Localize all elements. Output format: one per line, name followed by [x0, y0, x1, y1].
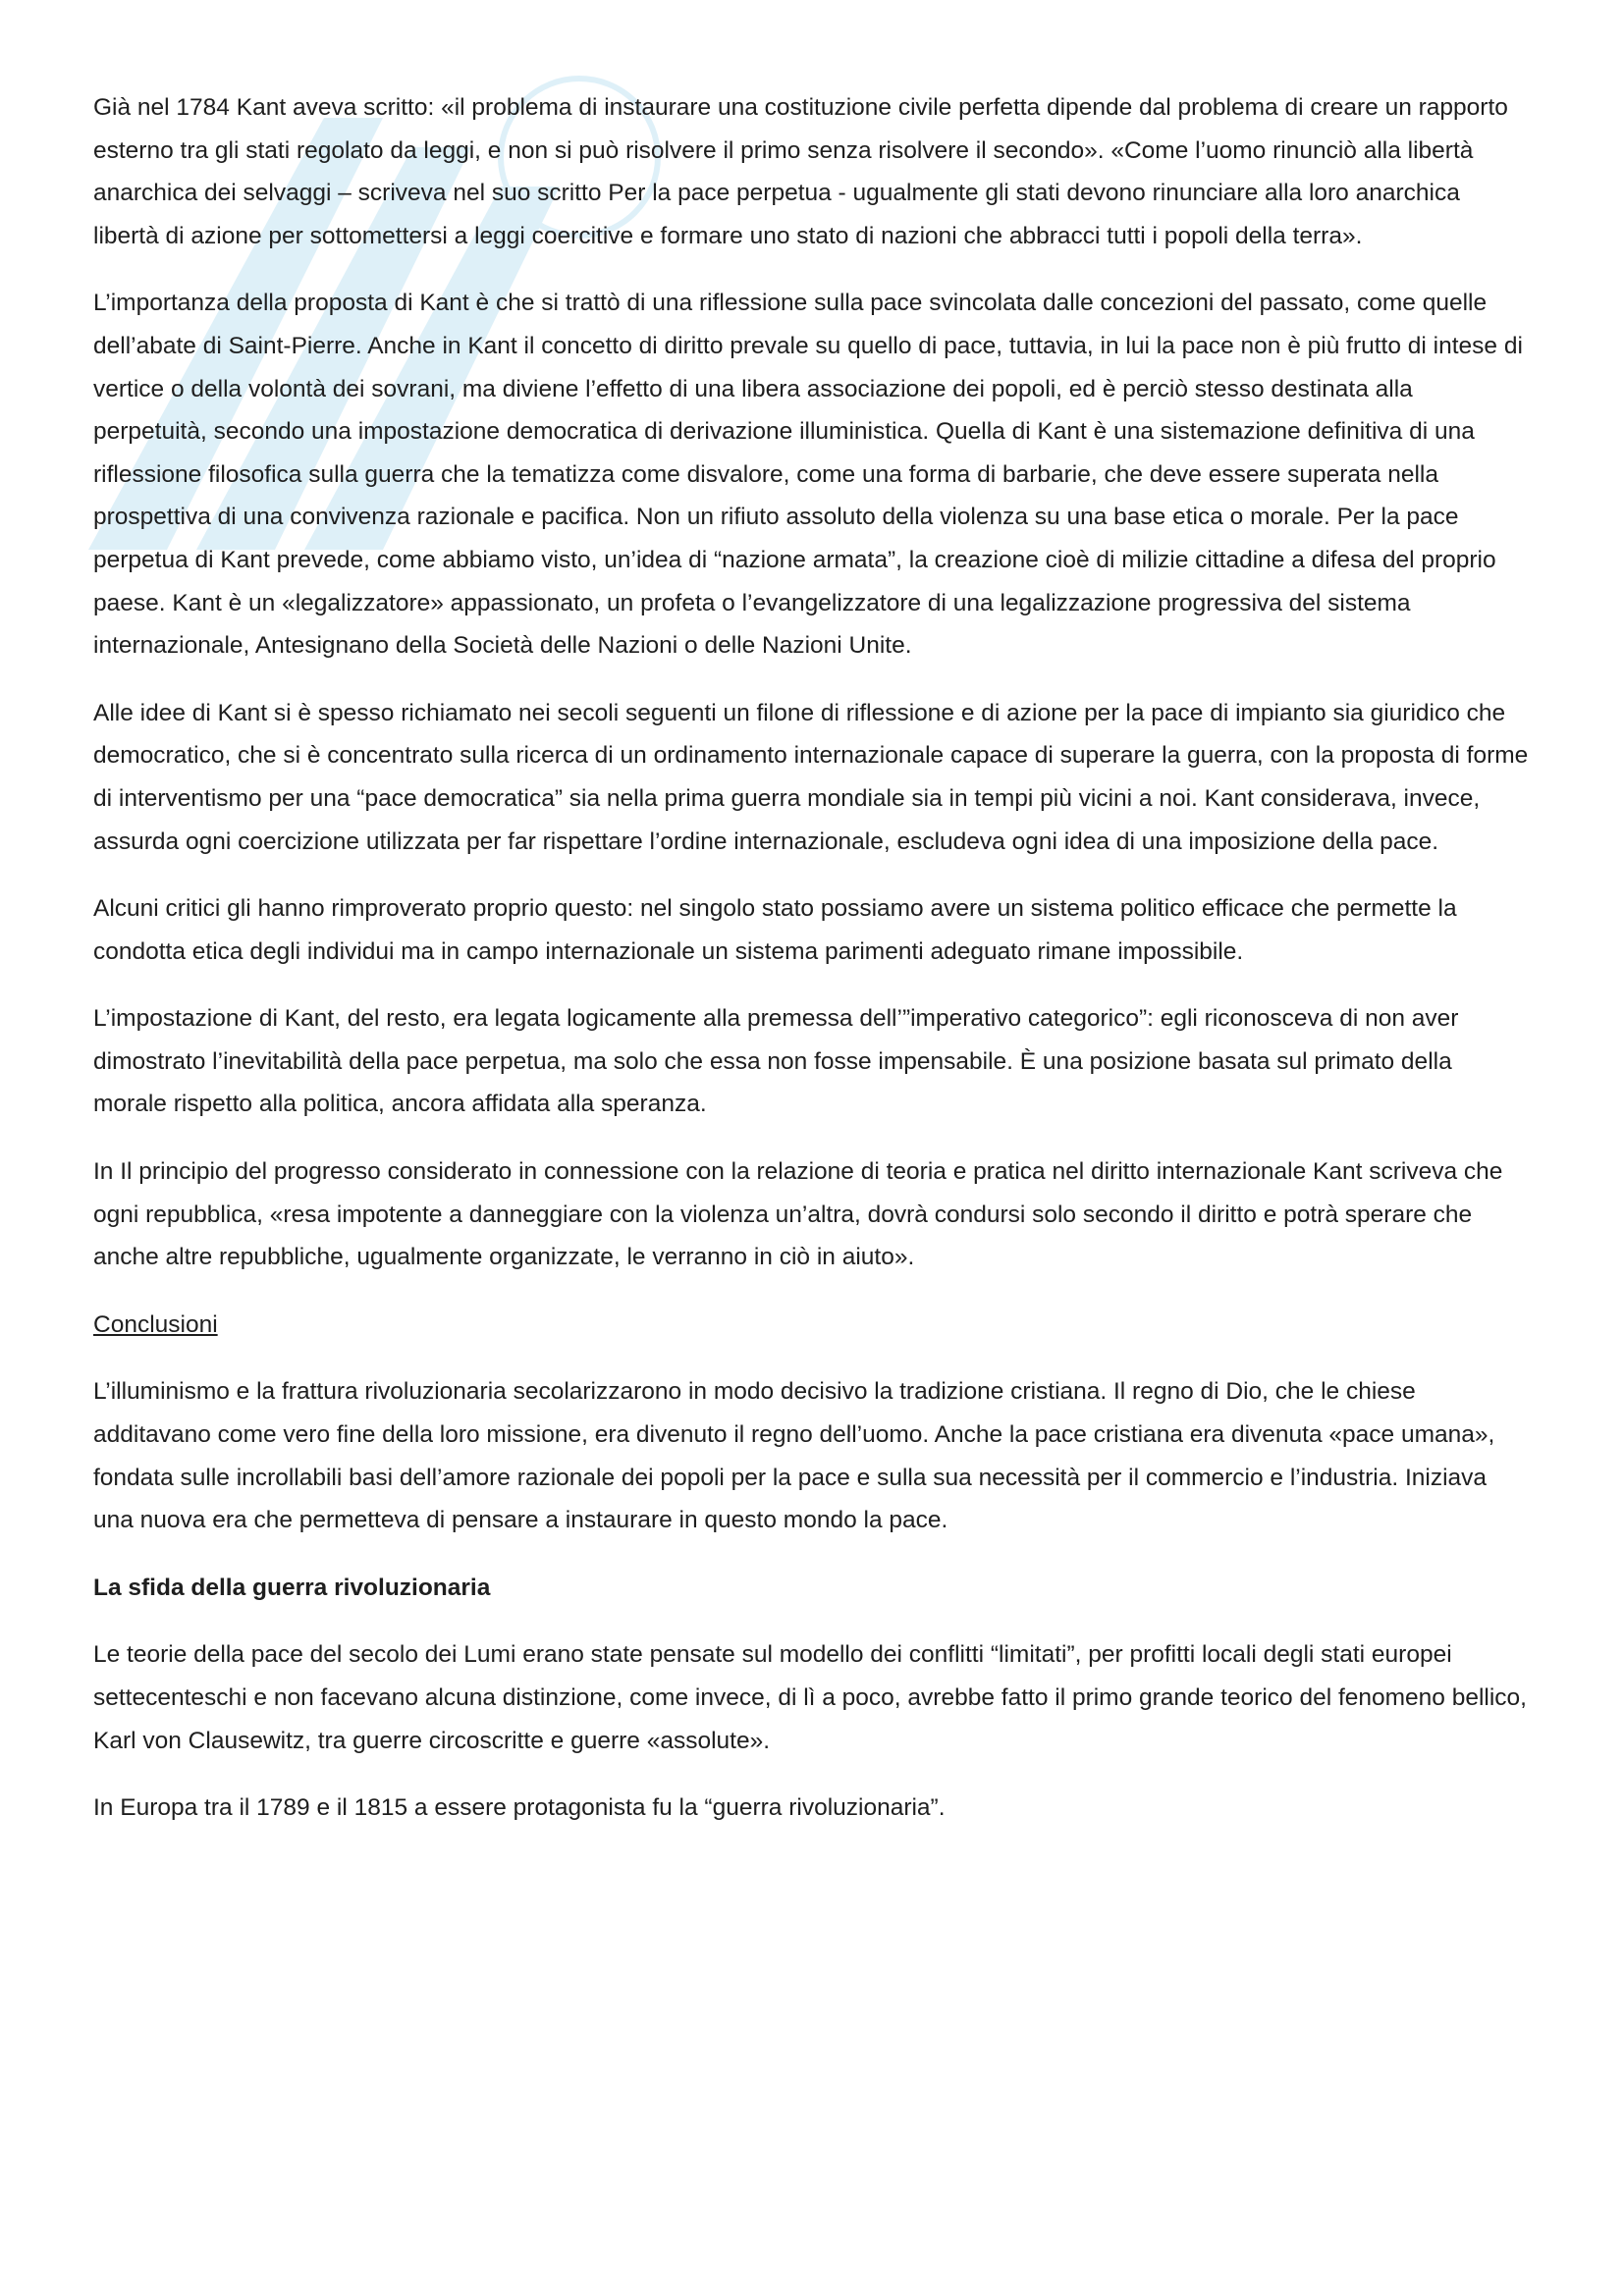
paragraph-critics: Alcuni critici gli hanno rimproverato proprio questo: nel singolo stato possiamo avere un sistema politico efficace che permette la condotta etica degli individui ma in campo internazionale un sistema parimenti adeguato rimane impossibile. — [93, 895, 1457, 965]
paragraph-principle-progress: In Il principio del progresso considerato in connessione con la relazione di teoria e pratica nel diritto internazionale Kant scriveva che ogni repubblica, «resa impotente a danneggiare con la violenza un’altra, dovrà condursi solo secondo il diritto e potrà sperare che anche altre repubbliche, ugualmente organizzate, le verranno in ciò in aiuto». — [93, 1158, 1503, 1271]
document-body — [93, 86, 1532, 1854]
paragraph-kant-legacy: Alle idee di Kant si è spesso richiamato nei secoli seguenti un filone di riflessione e di azione per la pace di impianto sia giuridico che democratico, che si è concentrato sulla ricerca di un ordinamento internazionale capace di superare la guerra, con la proposta di forme di interventismo per una “pace democratica” sia nella prima guerra mondiale sia in tempi più vicini a noi. Kant considerava, invece, assurda ogni coercizione utilizzata per far rispettare l’ordine internazionale, escludeva ogni idea di una imposizione della pace. — [93, 699, 1529, 855]
paragraph-kant-importance: L’importanza della proposta di Kant è che si trattò di una riflessione sulla pace svincolata dalle concezioni del passato, come quelle dell’abate di Saint-Pierre. Anche in Kant il concetto di diritto prevale su quello di pace, tuttavia, in lui la pace non è più frutto di intese di vertice o della volontà dei sovrani, ma diviene l’effetto di una libera associazione dei popoli, ed è perciò stesso destinata alla perpetuità, secondo una impostazione democratica di derivazione illuministica. Quella di Kant è una sistemazione definitiva di una riflessione filosofica sulla guerra che la tematizza come disvalore, come una forma di barbarie, che deve essere superata nella prospettiva di una convivenza razionale e pacifica. Non un rifiuto assoluto della violenza su una base etica o morale. Per la pace perpetua di Kant prevede, come abbiamo visto, un’idea di “nazione armata”, la creazione cioè di milizie cittadine a difesa del proprio paese. Kant è un «legalizzatore» appassionato, un profeta o l’evangelizzatore di una legalizzazione progressiva del sistema internazionale, Antesignano della Società delle Nazioni o delle Nazioni Unite. — [93, 290, 1523, 660]
section-heading-conclusioni: Conclusioni — [93, 1310, 218, 1338]
paragraph-europe-1789-1815: In Europa tra il 1789 e il 1815 a essere protagonista fu la “guerra rivoluzionaria”. — [93, 1794, 946, 1822]
paragraph-categorical-imperative: L’impostazione di Kant, del resto, era legata logicamente alla premessa dell’”imperativo categorico”: egli riconosceva di non aver dimostrato l’inevitabilità della pace perpetua, ma solo che essa non fosse impensabile. È una posizione basata sul primato della morale rispetto alla politica, ancora affidata alla speranza. — [93, 1005, 1459, 1118]
paragraph-conclusions: L’illuminismo e la frattura rivoluzionaria secolarizzarono in modo decisivo la tradizione cristiana. Il regno di Dio, che le chiese additavano come vero fine della loro missione, era divenuto il regno dell’uomo. Anche la pace cristiana era divenuta «pace umana», fondata sulle incrollabili basi dell’amore razionale dei popoli per la pace e sulla sua necessità per il commercio e l’industria. Iniziava una nuova era che permetteva di pensare a instaurare in questo mondo la pace. — [93, 1378, 1495, 1534]
paragraph-enlightenment-theories: Le teorie della pace del secolo dei Lumi erano state pensate sul modello dei conflitti “limitati”, per profitti locali degli stati europei settecenteschi e non facevano alcuna distinzione, come invece, di lì a poco, avrebbe fatto il primo grande teorico del fenomeno bellico, Karl von Clausewitz, tra guerre circoscritte e guerre «assolute». — [93, 1641, 1527, 1754]
section-heading-revolutionary-war: La sfida della guerra rivoluzionaria — [93, 1574, 491, 1601]
paragraph-kant-1784: Già nel 1784 Kant aveva scritto: «il problema di instaurare una costituzione civile perfetta dipende dal problema di creare un rapporto esterno tra gli stati regolato da leggi, e non si può risolvere il primo senza risolvere il secondo». «Come l’uomo rinunciò alla libertà anarchica dei selvaggi – scriveva nel suo scritto Per la pace perpetua - ugualmente gli stati devono rinunciare alla loro anarchica libertà di azione per sottomettersi a leggi coercitive e formare uno stato di nazioni che abbracci tutti i popoli della terra». — [93, 94, 1508, 249]
